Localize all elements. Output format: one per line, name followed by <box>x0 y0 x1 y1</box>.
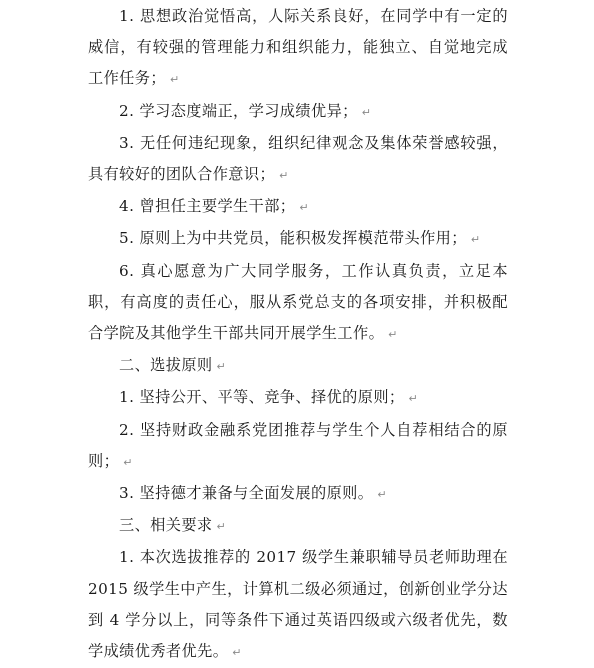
paragraph-mark-icon: ↵ <box>377 488 387 502</box>
paragraph-text: 2. 学习态度端正，学习成绩优异； <box>119 101 358 120</box>
paragraph-text: 1. 本次选拔推荐的 2017 级学生兼职辅导员老师助理在 2015 级学生中产生，计算机二级必须通过，创新创业学分达到 4 学分以上，同等条件下通过英语四级或六级者优先，数学成绩优秀者优先。 <box>88 548 508 661</box>
requirement-item-4 <box>88 191 508 223</box>
paragraph-mark-icon: ↵ <box>361 105 372 119</box>
paragraph-mark-icon: ↵ <box>232 646 242 660</box>
paragraph-mark-icon: ↵ <box>470 233 481 247</box>
paragraph-mark-icon: ↵ <box>299 201 310 215</box>
section-heading-related-requirements <box>88 510 508 542</box>
requirement-item-6 <box>88 256 508 351</box>
paragraph-mark-icon: ↵ <box>408 392 419 406</box>
paragraph-text: 1. 思想政治觉悟高，人际关系良好，在同学中有一定的威信，有较强的管理能力和组织能力，能独立、自觉地完成工作任务； <box>88 7 508 88</box>
paragraph-text: 4. 曾担任主要学生干部； <box>119 197 296 216</box>
requirement-item-3 <box>88 128 508 191</box>
principle-item-1 <box>88 382 508 414</box>
section-heading-selection-principles <box>88 350 508 382</box>
paragraph-text: 3. 坚持德才兼备与全面发展的原则。 <box>119 484 374 503</box>
principle-item-3 <box>88 478 508 510</box>
heading-text: 三、相关要求 <box>119 516 213 535</box>
principle-item-2 <box>88 415 508 478</box>
paragraph-text: 2. 坚持财政金融系党团推荐与学生个人自荐相结合的原则； <box>88 420 508 470</box>
paragraph-mark-icon: ↵ <box>123 455 133 469</box>
paragraph-text: 5. 原则上为中共党员，能积极发挥模范带头作用； <box>119 229 467 248</box>
paragraph-mark-icon: ↵ <box>279 169 289 183</box>
paragraph-mark-icon: ↵ <box>388 328 398 342</box>
requirement-item-5 <box>88 223 508 255</box>
paragraph-mark-icon: ↵ <box>216 360 227 374</box>
paragraph-text: 1. 坚持公开、平等、竞争、择优的原则； <box>119 388 405 407</box>
requirement-item-1 <box>88 1 508 96</box>
document-body <box>88 0 508 668</box>
related-requirement-item-1 <box>88 542 508 668</box>
heading-text: 二、选拔原则 <box>119 356 213 375</box>
paragraph-text: 6. 真心愿意为广大同学服务，工作认真负责，立足本职，有高度的责任心，服从系党总支的各项安排，并积极配合学院及其他学生干部共同开展学生工作。 <box>88 261 508 343</box>
paragraph-mark-icon: ↵ <box>169 73 180 87</box>
paragraph-mark-icon: ↵ <box>216 520 227 534</box>
requirement-item-2 <box>88 96 508 128</box>
paragraph-text: 3. 无任何违纪现象，组织纪律观念及集体荣誉感较强，具有较好的团队合作意识； <box>88 133 508 184</box>
